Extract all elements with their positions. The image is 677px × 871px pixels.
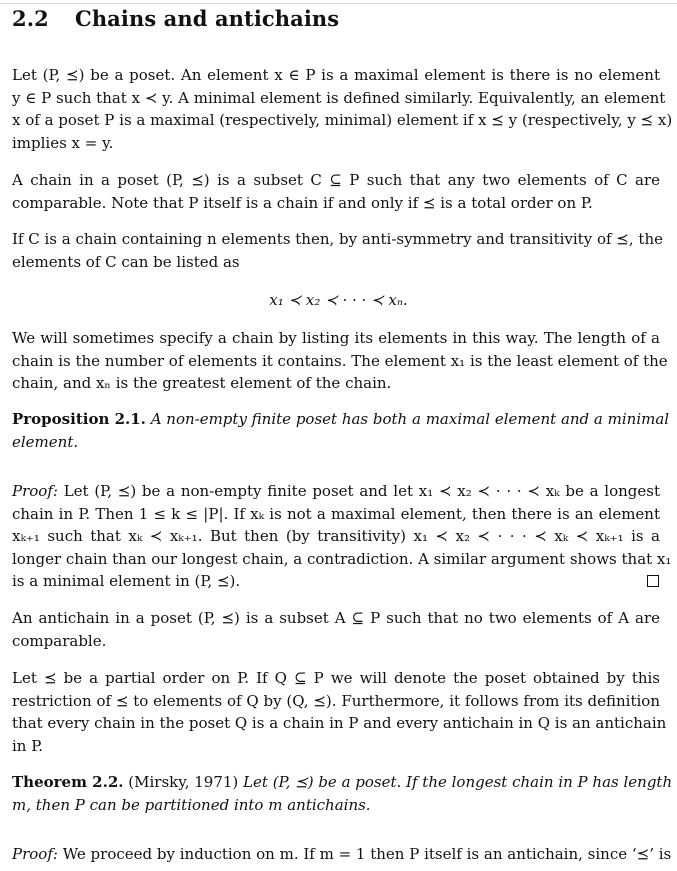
display-equation: x₁ ≺ x₂ ≺ · · · ≺ xₙ. — [269, 291, 408, 309]
theorem-2-2 — [12, 771, 673, 816]
text-line: elements of C can be listed as — [12, 252, 240, 271]
proposition-2-1 — [12, 408, 670, 453]
text-line: chain, and xₙ is the greatest element of the chain. — [12, 374, 392, 392]
proof-text: Let (P, ⪯) be a non-empty finite poset and let x₁ ≺ x₂ ≺ · · · ≺ xₖ be a longest — [63, 482, 660, 500]
proof-proposition-2-1 — [12, 480, 672, 593]
proof-label: Proof: — [12, 845, 58, 863]
text-line: A chain in a poset (P, ⪯) is a subset C ⊆ P such that any two elements of C are — [12, 171, 660, 189]
text-line — [12, 843, 672, 866]
text-line: Let (P, ⪯) be a poset. An element x ∈ P is a maximal element is there is no element — [12, 66, 660, 84]
paragraph-antichain-definition — [12, 607, 660, 652]
text-line — [12, 771, 673, 794]
theorem-text: Let (P, ⪯) be a poset. If the longest chain in P has length — [243, 773, 673, 791]
text-line: implies x = y. — [12, 133, 114, 152]
text-line: restriction of ⪯ to elements of Q by (Q, ⪯). Furthermore, it follows from its definition — [12, 691, 660, 710]
top-rule — [0, 3, 677, 4]
proposition-label: Proposition 2.1. — [12, 410, 146, 428]
paragraph-chain-length — [12, 327, 668, 395]
text-line: comparable. — [12, 631, 107, 650]
text-line: An antichain in a poset (P, ⪯) is a subset A ⊆ P such that no two elements of A are — [12, 609, 660, 627]
text-line: is a minimal element in (P, ⪯). — [12, 572, 241, 590]
paragraph-chain-listing — [12, 228, 663, 273]
proposition-text: element. — [12, 432, 79, 451]
text-line — [12, 794, 660, 817]
paragraph-chain-definition — [12, 169, 660, 214]
theorem-label: Theorem 2.2. — [12, 773, 124, 791]
paragraph-maximal-element — [12, 64, 673, 154]
section-number: 2.2 — [12, 6, 49, 31]
section-heading — [12, 6, 339, 31]
proposition-text: A non-empty finite poset has both a maximal element and a minimal — [150, 410, 670, 428]
text-line: chain in P. Then 1 ≤ k ≤ |P|. If xₖ is not a maximal element, then there is an element — [12, 504, 660, 523]
qed-square-icon — [647, 575, 659, 587]
text-line: Let ⪯ be a partial order on P. If Q ⊆ P we will denote the poset obtained by this — [12, 669, 660, 687]
text-line — [12, 408, 670, 431]
proof-text: We proceed by induction on m. If m = 1 then P itself is an antichain, since ‘⪯’ is — [62, 845, 672, 863]
text-line — [12, 480, 660, 503]
section-title: Chains and antichains — [75, 6, 340, 31]
text-line: chain is the number of elements it contains. The element x₁ is the least element of the — [12, 351, 668, 370]
text-line: xₖ₊₁ such that xₖ ≺ xₖ₊₁. But then (by transitivity) x₁ ≺ x₂ ≺ · · · ≺ xₖ ≺ xₖ₊₁ is a — [12, 527, 660, 545]
text-line — [12, 431, 660, 454]
paragraph-restriction — [12, 667, 667, 757]
text-line: comparable. Note that P itself is a chain if and only if ⪯ is a total order on P. — [12, 193, 593, 212]
theorem-text: m, then P can be partitioned into m antichains. — [12, 795, 371, 814]
theorem-citation: (Mirsky, 1971) — [128, 773, 239, 791]
text-line: y ∈ P such that x ≺ y. A minimal element is defined similarly. Equivalently, an element — [12, 88, 666, 107]
text-line: in P. — [12, 736, 44, 755]
text-line: x of a poset P is a maximal (respectively, minimal) element if x ⪯ y (respectively, y ⪯ x) — [12, 111, 673, 129]
proof-theorem-2-2 — [12, 843, 672, 866]
text-line: If C is a chain containing n elements then, by anti-symmetry and transitivity of ⪯, the — [12, 230, 663, 248]
text-line: We will sometimes specify a chain by listing its elements in this way. The length of a — [12, 329, 660, 347]
text-line: longer chain than our longest chain, a contradiction. A similar argument shows that x₁ — [12, 549, 672, 568]
text-line: that every chain in the poset Q is a chain in P and every antichain in Q is an antichain — [12, 714, 667, 732]
proof-label: Proof: — [12, 482, 58, 500]
